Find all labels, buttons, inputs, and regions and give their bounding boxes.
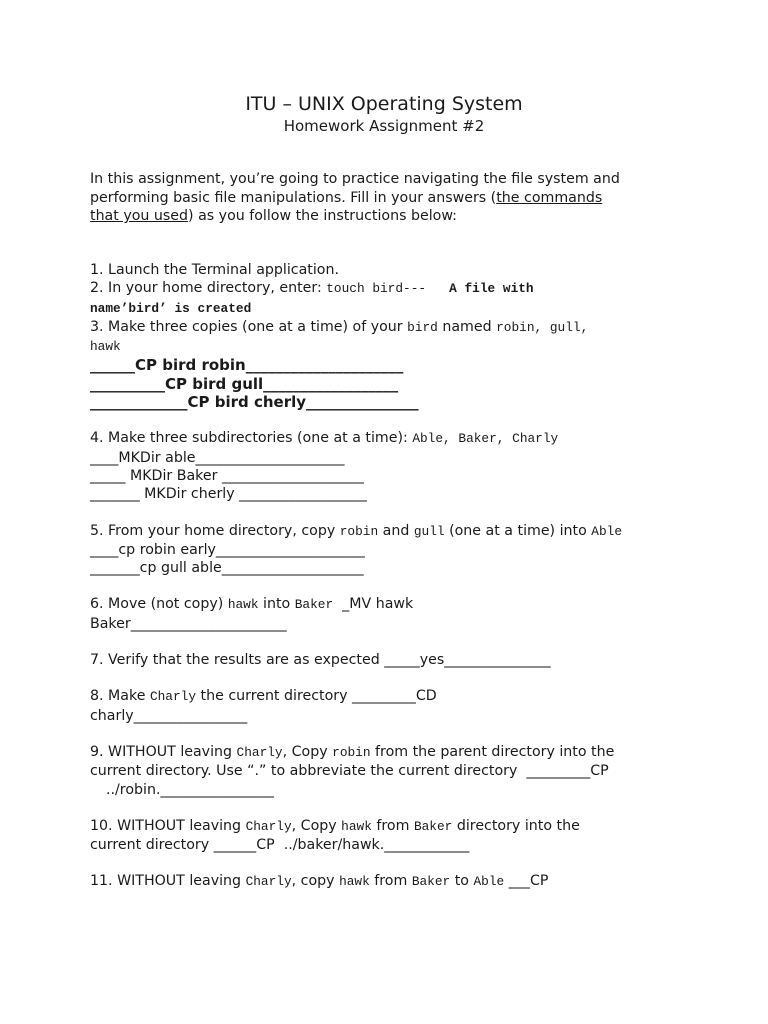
question-text: 6. Move (not copy) bbox=[90, 596, 228, 613]
question-text: the current directory _________CD bbox=[196, 688, 437, 705]
question-8 bbox=[90, 687, 690, 706]
question-text: from bbox=[369, 873, 412, 890]
answer-line: _____________CP bird cherly_______________ bbox=[90, 393, 419, 412]
code-text: robin bbox=[339, 523, 379, 539]
question-3 bbox=[90, 318, 690, 337]
code-text: Charly bbox=[236, 744, 283, 760]
question-text: (one at a time) into bbox=[444, 522, 592, 539]
intro-line-2 bbox=[90, 189, 680, 208]
question-text: 10. WITHOUT leaving bbox=[90, 817, 246, 834]
question-9-line-2: current directory. Use “.” to abbreviate the current directory _________CP bbox=[90, 763, 609, 780]
question-4 bbox=[90, 429, 690, 448]
code-text: Baker bbox=[413, 818, 453, 834]
answer-text: name’bird’ is created bbox=[90, 300, 252, 316]
code-text: Able bbox=[473, 874, 505, 890]
code-text: touch bird--- bbox=[326, 281, 427, 297]
document-title: ITU – UNIX Operating System bbox=[245, 93, 523, 115]
question-text: from the parent directory into the bbox=[370, 743, 615, 760]
question-7: 7. Verify that the results are as expected _____yes_______________ bbox=[90, 652, 551, 669]
code-text: Charly bbox=[245, 818, 292, 834]
intro-underlined-text: that you used bbox=[90, 208, 189, 224]
code-text: hawk bbox=[341, 818, 372, 834]
question-text: 8. Make bbox=[90, 688, 150, 705]
question-text: 2. In your home directory, enter: bbox=[90, 280, 327, 297]
code-text: hawk bbox=[339, 874, 370, 890]
question-text: 9. WITHOUT leaving bbox=[90, 743, 237, 760]
answer-line: _____ MKDir Baker ____________________ bbox=[90, 467, 364, 484]
question-text: named bbox=[437, 318, 497, 335]
document-subtitle: Homework Assignment #2 bbox=[283, 117, 485, 135]
question-text: , Copy bbox=[291, 817, 342, 834]
question-text: , copy bbox=[291, 873, 340, 890]
code-text: Baker bbox=[411, 874, 451, 890]
question-text: , Copy bbox=[282, 743, 333, 760]
question-text: from bbox=[371, 817, 414, 834]
answer-line: __________CP bird gull__________________ bbox=[90, 374, 399, 393]
intro-text: ) as you follow the instructions below: bbox=[188, 208, 457, 224]
answer-line: _______ MKDir cherly __________________ bbox=[90, 486, 367, 503]
answer-line: charly________________ bbox=[90, 707, 248, 724]
answer-text: A file with bbox=[426, 281, 534, 297]
question-9 bbox=[90, 743, 690, 762]
answer-line: ______CP bird robin_____________________ bbox=[90, 356, 404, 375]
question-text: to bbox=[450, 873, 474, 890]
question-2-answer bbox=[90, 299, 690, 318]
code-text: gull bbox=[413, 523, 445, 539]
code-text: Charly bbox=[245, 874, 292, 890]
question-text: 5. From your home directory, copy bbox=[90, 522, 340, 539]
answer-line: ____MKDir able_____________________ bbox=[90, 449, 345, 466]
intro-underlined-text: the commands bbox=[496, 189, 603, 206]
answer-line: ../robin.________________ bbox=[106, 781, 274, 798]
question-text: directory into the bbox=[452, 817, 580, 834]
question-text: 11. WITHOUT leaving bbox=[90, 873, 246, 890]
answer-text: _MV hawk bbox=[333, 596, 414, 613]
code-text: Charly bbox=[149, 689, 197, 705]
code-text: Baker bbox=[294, 597, 334, 613]
code-text: Able, Baker, Charly bbox=[412, 431, 559, 447]
question-3-continued bbox=[90, 337, 690, 356]
question-1: 1. Launch the Terminal application. bbox=[90, 262, 339, 278]
intro-line-3 bbox=[90, 207, 680, 226]
intro-paragraph bbox=[90, 170, 680, 226]
code-text: Able bbox=[591, 523, 623, 539]
question-list bbox=[90, 261, 690, 892]
intro-line-1: In this assignment, you’re going to practice navigating the file system and bbox=[90, 171, 620, 187]
question-10-line-2: current directory ______CP ../baker/hawk.____________ bbox=[90, 837, 470, 854]
question-2 bbox=[90, 279, 690, 298]
code-text: robin, gull, bbox=[496, 319, 589, 335]
question-text: and bbox=[378, 522, 414, 539]
code-text: hawk bbox=[90, 339, 121, 355]
question-11 bbox=[90, 872, 690, 891]
answer-line: _______cp gull able____________________ bbox=[90, 560, 364, 577]
code-text: hawk bbox=[227, 597, 259, 613]
question-text: ___CP bbox=[504, 873, 549, 890]
code-text: bird bbox=[407, 319, 438, 335]
question-text: 4. Make three subdirectories (one at a time): bbox=[90, 430, 413, 447]
question-10 bbox=[90, 817, 690, 836]
question-5 bbox=[90, 522, 690, 541]
intro-text: performing basic file manipulations. Fill in your answers ( bbox=[90, 189, 497, 206]
answer-line: ____cp robin early_____________________ bbox=[90, 541, 365, 558]
code-text: robin bbox=[332, 744, 371, 760]
question-text: into bbox=[258, 596, 295, 613]
question-6 bbox=[90, 595, 690, 614]
answer-line: Baker______________________ bbox=[90, 615, 287, 632]
question-text: 3. Make three copies (one at a time) of your bbox=[90, 318, 408, 335]
